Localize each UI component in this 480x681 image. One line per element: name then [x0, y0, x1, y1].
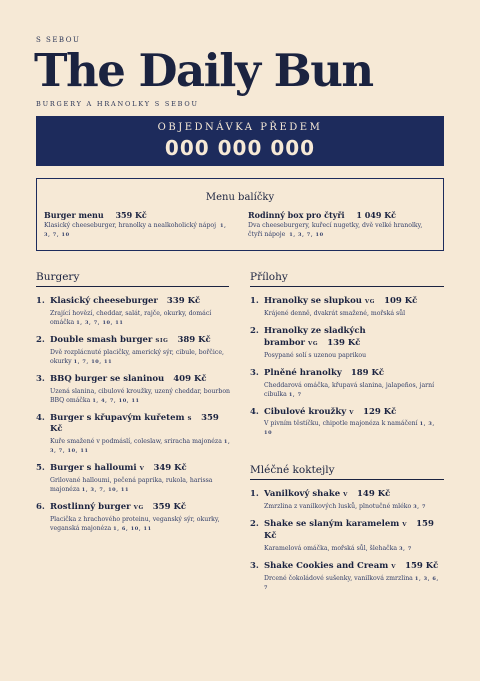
- item-name: BBQ burger se slaninou: [50, 373, 165, 384]
- combo-desc-text: Dva cheeseburgery, kuřecí nugetky, dvě velké hranolky, čtyři nápoje: [248, 222, 423, 238]
- item-name: Burger s halloumi: [50, 463, 137, 474]
- diet-tag: V: [391, 563, 397, 570]
- item-number: 2.: [36, 334, 45, 345]
- menu-item: [36, 502, 232, 534]
- menu-item: [36, 296, 232, 328]
- item-desc-text: Krájené denně, dvakrát smažené, mořská sůl: [264, 309, 406, 317]
- shakes-section-title: Mléčné koktejly: [250, 464, 444, 480]
- item-heading: [264, 519, 444, 543]
- item-body: [264, 561, 444, 593]
- item-heading: [50, 502, 232, 514]
- item-body: [50, 502, 232, 534]
- shakes-list: [250, 489, 444, 600]
- item-desc: [50, 349, 232, 367]
- item-price: 349 Kč: [153, 463, 187, 474]
- item-price: 359 Kč: [50, 412, 219, 435]
- item-price: 139 Kč: [327, 337, 361, 348]
- combo-item-name: Rodinný box pro čtyři: [248, 210, 345, 220]
- item-price: 389 Kč: [177, 334, 211, 345]
- diet-tag: VG: [308, 340, 319, 347]
- combo-item-heading: [44, 210, 229, 220]
- item-body: [50, 296, 232, 328]
- item-desc-text: Grilované halloumi, pečená paprika, rukola, harissa majonéza: [50, 477, 213, 494]
- item-heading: [50, 296, 232, 308]
- item-desc: [264, 382, 444, 400]
- menu-item: [36, 374, 232, 406]
- order-label: OBJEDNÁVKA PŘEDEM: [157, 122, 323, 133]
- menu-item: [250, 561, 444, 593]
- allergens: 1, 7, 10, 11: [73, 358, 113, 365]
- item-name: Hranolky se slupkou: [264, 296, 362, 306]
- item-heading: [264, 326, 444, 350]
- item-heading: [50, 463, 232, 475]
- diet-tag: V: [349, 409, 355, 416]
- item-desc: [50, 388, 232, 406]
- item-desc: [264, 420, 444, 438]
- item-desc-text: Zrající hovězí, cheddar, salát, rajče, okurky, domácí omáčka: [50, 309, 212, 326]
- item-name: Shake se slaným karamelem: [264, 518, 400, 529]
- item-desc-text: Zmrzlina z vanilkových lusků, plnotučné mléko: [264, 502, 412, 510]
- diet-tag: V: [402, 521, 408, 528]
- item-heading: [264, 296, 444, 308]
- item-desc: [50, 438, 232, 456]
- item-desc: [264, 575, 444, 593]
- combo-item-desc: [248, 222, 433, 240]
- allergens: 1, 3, 6, 7: [264, 575, 439, 591]
- item-name: Cibulové kroužky: [264, 406, 347, 417]
- item-body: [264, 326, 444, 361]
- item-body: [264, 519, 444, 554]
- diet-tag: VG: [133, 505, 144, 512]
- item-number: 3.: [36, 373, 45, 384]
- allergens: 1, 4, 7, 10, 11: [92, 397, 140, 404]
- item-desc: [50, 516, 232, 534]
- item-heading: [50, 413, 232, 437]
- item-price: 339 Kč: [166, 296, 201, 306]
- item-name: Double smash burger: [50, 334, 153, 345]
- diet-tag: VG: [364, 299, 376, 305]
- item-number: 3.: [250, 367, 259, 378]
- item-number: 6.: [36, 502, 45, 513]
- combo-item-name: Burger menu: [44, 210, 104, 220]
- item-number: 1.: [250, 296, 259, 306]
- allergens: 1, 3, 7, 10: [289, 231, 324, 238]
- menu-item: [250, 326, 444, 361]
- item-price: 359 Kč: [152, 502, 187, 513]
- item-name: Klasický cheeseburger: [50, 296, 158, 306]
- combo-desc-text: Klasický cheeseburger, hranolky a nealkoholický nápoj: [44, 222, 217, 229]
- item-body: [50, 413, 232, 457]
- menu-item: [250, 407, 444, 439]
- combo-deals-box: [36, 178, 444, 251]
- item-price: 129 Kč: [363, 406, 397, 417]
- sides-section-title: Přílohy: [250, 271, 444, 287]
- item-name: Rostlinný burger: [50, 502, 131, 513]
- item-number: 2.: [250, 325, 259, 336]
- item-name: Burger s křupavým kuřetem: [50, 412, 185, 423]
- allergens: 3, 7: [413, 503, 427, 510]
- item-desc-text: Cheddarová omáčka, křupavá slanina, jalapeños, jarní cibulka: [264, 381, 435, 398]
- burgers-list: [36, 296, 232, 541]
- allergens: 1, 7: [288, 391, 302, 398]
- combo-title: Menu balíčky: [205, 192, 275, 203]
- combo-item: [44, 210, 229, 240]
- item-desc: [264, 352, 444, 361]
- item-body: [264, 368, 444, 400]
- item-heading: [264, 407, 444, 419]
- item-body: [264, 407, 444, 439]
- combo-item-price: 359 Kč: [115, 210, 147, 220]
- item-desc-text: Dvě rozplácnuté placičky, americký sýr, cibule, bořčice, okurky: [50, 348, 224, 365]
- item-body: [264, 296, 444, 319]
- item-price: 149 Kč: [357, 489, 391, 499]
- item-heading: [264, 561, 444, 573]
- item-body: [50, 335, 232, 367]
- item-number: 3.: [250, 560, 259, 571]
- item-name: Plněné hranolky: [264, 367, 342, 378]
- item-desc-text: Posypané solí s uzenou paprikou: [264, 351, 367, 359]
- combo-item-heading: [248, 210, 433, 220]
- allergens: 1, 3, 7, 10: [44, 223, 227, 238]
- item-desc: [50, 310, 232, 328]
- allergens: 1, 3, 7, 10, 11: [50, 439, 231, 455]
- diet-tag: S: [187, 415, 193, 422]
- item-number: 4.: [250, 406, 259, 417]
- allergens: 3, 7: [399, 545, 412, 552]
- item-number: 1.: [250, 489, 259, 499]
- item-desc-text: V pivním těstíčku, chipotle majonéza k namáčení: [264, 420, 418, 428]
- item-desc-text: Placička z hrachového proteinu, veganský sýr, okurky, veganská majonéza: [50, 516, 220, 533]
- item-desc-text: Uzená slanina, cibulové kroužky, uzený cheddar, bourbon BBQ omáčka: [50, 387, 231, 404]
- menu-item: [36, 463, 232, 495]
- combo-item-desc: [44, 222, 229, 240]
- menu-item: [36, 413, 232, 457]
- item-desc-text: Kuře smažené v podmáslí, coleslaw, sriracha majonéza: [50, 438, 222, 446]
- menu-item: [250, 519, 444, 554]
- item-name: Vanilkový shake: [264, 489, 341, 499]
- item-heading: [264, 489, 444, 501]
- menu-item: [36, 335, 232, 367]
- allergens: 1, 3, 7, 10, 11: [76, 319, 124, 326]
- item-number: 4.: [36, 412, 45, 423]
- item-desc: [264, 545, 444, 554]
- tagline-text: BURGERY A HRANOLKY S SEBOU: [36, 100, 199, 108]
- burgers-section-title: Burgery: [36, 271, 229, 287]
- item-number: 1.: [36, 296, 45, 306]
- item-number: 2.: [250, 518, 259, 529]
- item-price: 409 Kč: [173, 373, 207, 384]
- item-desc: [264, 503, 444, 512]
- allergens: 1, 3, 10: [264, 421, 435, 437]
- item-name: Shake Cookies and Cream: [264, 560, 389, 571]
- item-desc-text: Drcené čokoládové sušenky, vanilková zmrzlina: [264, 574, 413, 582]
- order-ahead-banner: [36, 116, 444, 166]
- kicker-text: S SEBOU: [36, 36, 81, 44]
- item-price: 189 Kč: [350, 367, 385, 378]
- diet-tag: SIG: [155, 337, 169, 344]
- item-desc-text: Karamelová omáčka, mořská sůl, šlehačka: [264, 544, 398, 552]
- item-body: [50, 374, 232, 406]
- menu-item: [250, 368, 444, 400]
- item-price: 159 Kč: [405, 560, 439, 571]
- item-heading: [50, 335, 232, 347]
- item-body: [50, 463, 232, 495]
- item-name: Hranolky ze sladkých brambor: [264, 325, 366, 348]
- item-body: [264, 489, 444, 512]
- combo-item: [248, 210, 433, 240]
- restaurant-title: The Daily Bun: [34, 44, 373, 97]
- allergens: 1, 3, 7, 10, 11: [81, 487, 130, 494]
- item-heading: [50, 374, 232, 386]
- item-desc: [264, 310, 444, 319]
- item-number: 5.: [36, 463, 45, 474]
- sides-list: [250, 296, 444, 445]
- allergens: 1, 6, 10, 11: [113, 526, 152, 533]
- item-price: 159 Kč: [264, 518, 434, 541]
- order-phone-number[interactable]: 000 000 000: [164, 136, 316, 160]
- menu-item: [250, 296, 444, 319]
- diet-tag: V: [343, 492, 349, 498]
- item-desc: [50, 477, 232, 495]
- item-heading: [264, 368, 444, 380]
- item-price: 109 Kč: [384, 296, 418, 306]
- menu-item: [250, 489, 444, 512]
- combo-item-price: 1 049 Kč: [356, 210, 397, 220]
- diet-tag: V: [139, 466, 145, 473]
